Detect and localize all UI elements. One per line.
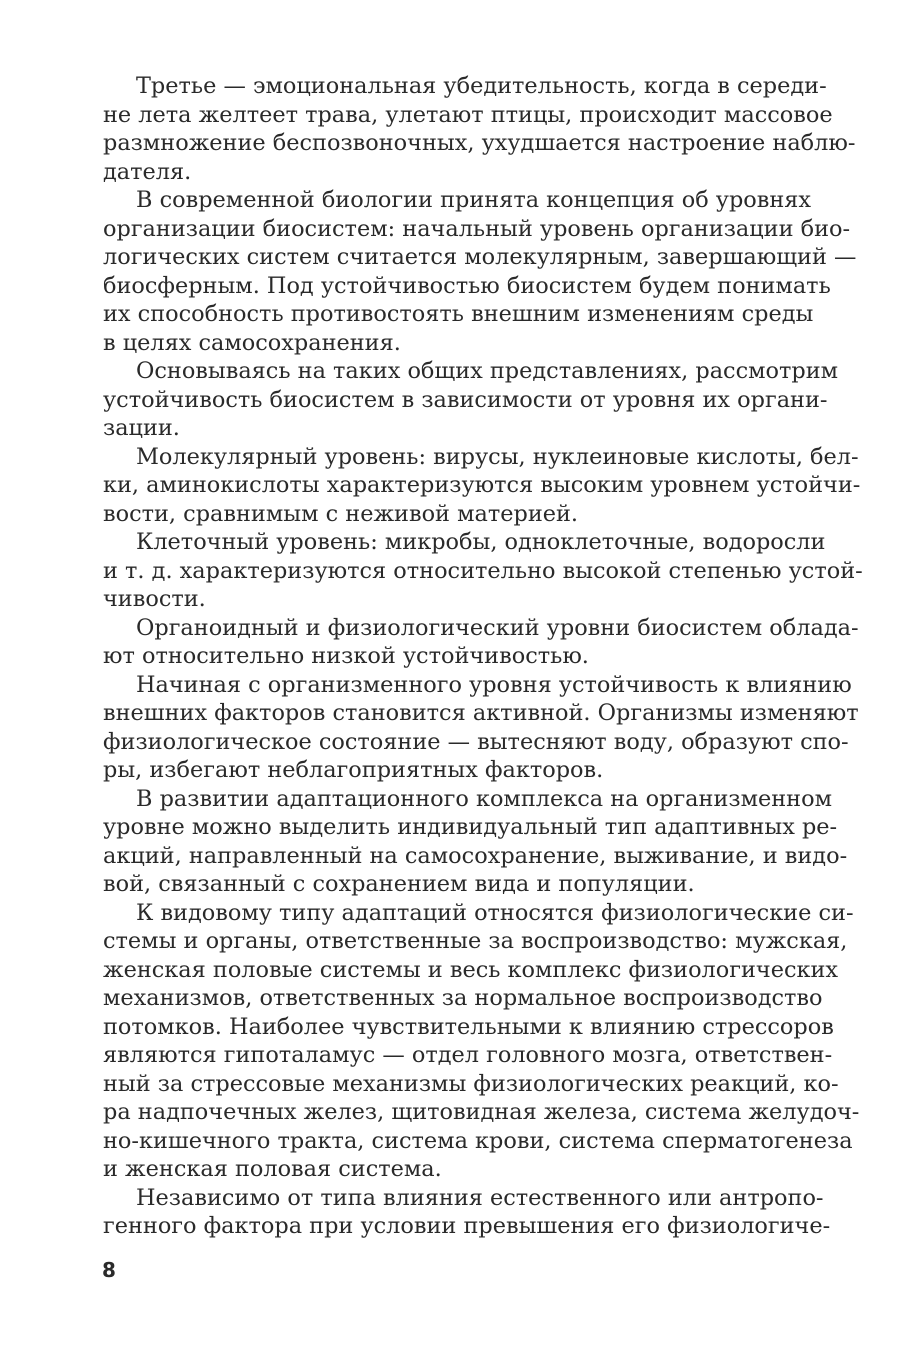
paragraph	[103, 1184, 831, 1241]
text-line: но-кишечного тракта, система крови, система сперматогенеза	[103, 1127, 853, 1154]
text-line: Начиная с организменного уровня устойчивость к влиянию	[136, 671, 852, 698]
paragraph	[103, 671, 859, 785]
text-line: акций, направленный на самосохранение, выживание, и видо-	[103, 842, 848, 869]
text-line: в целях самосохранения.	[103, 329, 401, 356]
text-line: женская половые системы и весь комплекс физиологических	[103, 956, 839, 983]
paragraph	[103, 443, 861, 529]
text-line: Основываясь на таких общих представлениях, рассмотрим	[136, 358, 839, 384]
paragraph	[103, 528, 863, 614]
text-line: генного фактора при условии превышения его физиологиче-	[103, 1213, 831, 1239]
text-line: зации.	[103, 415, 180, 441]
text-line: Клеточный уровень: микробы, одноклеточные, водоросли	[136, 529, 826, 555]
text-line: организации биосистем: начальный уровень организации био-	[103, 215, 851, 242]
paragraph	[103, 899, 860, 1184]
text-line: В современной биологии принята концепция об уровнях	[136, 187, 812, 213]
text-line: Третье — эмоциональная убедительность, когда в середи-	[136, 73, 827, 99]
page-number: 8	[102, 1258, 116, 1282]
text-line: размножение беспозвоночных, ухудшается настроение наблю-	[103, 130, 856, 156]
paragraph	[103, 357, 839, 443]
text-line: чивости.	[103, 586, 206, 612]
text-line: являются гипоталамус — отдел головного мозга, ответствен-	[103, 1042, 833, 1068]
text-line: биосферным. Под устойчивостью биосистем будем понимать	[103, 272, 831, 299]
text-line: вости, сравнимым с неживой материей.	[103, 500, 579, 527]
text-line: механизмов, ответственных за нормальное воспроизводство	[103, 985, 823, 1011]
text-line: вой, связанный с сохранением вида и популяции.	[103, 871, 695, 897]
text-line: ный за стрессовые механизмы физиологических реакций, ко-	[103, 1070, 839, 1097]
text-line: не лета желтеет трава, улетают птицы, происходит массовое	[103, 101, 833, 128]
text-line: потомков. Наиболее чувствительными к влиянию стрессоров	[103, 1013, 834, 1040]
text-line: стемы и органы, ответственные за воспроизводство: мужская,	[103, 928, 848, 954]
text-line: ки, аминокислоты характеризуются высоким уровнем устойчи-	[103, 472, 861, 498]
paragraph	[103, 186, 857, 357]
text-line: и женская половая система.	[103, 1156, 442, 1182]
text-line: внешних факторов становится активной. Организмы изменяют	[103, 700, 859, 726]
text-line: уровне можно выделить индивидуальный тип адаптивных ре-	[103, 814, 838, 840]
text-line: и т. д. характеризуются относительно высокой степенью устой-	[103, 557, 863, 584]
text-line: К видовому типу адаптаций относятся физиологические си-	[136, 899, 854, 926]
paragraph	[103, 72, 856, 186]
text-line: ра надпочечных желез, щитовидная железа, система желудоч-	[103, 1099, 860, 1125]
text-line: Молекулярный уровень: вирусы, нуклеиновые кислоты, бел-	[136, 443, 859, 470]
page-body-text	[103, 72, 863, 1241]
text-line: ют относительно низкой устойчивостью.	[103, 643, 589, 669]
paragraph	[103, 785, 848, 899]
text-line: В развитии адаптационного комплекса на организменном	[136, 785, 832, 812]
text-line: логических систем считается молекулярным, завершающий —	[103, 244, 857, 270]
text-line: Органоидный и физиологический уровни биосистем облада-	[136, 614, 859, 641]
text-line: физиологическое состояние — вытесняют воду, образуют спо-	[103, 728, 849, 755]
text-line: их способность противостоять внешним изменениям среды	[103, 301, 814, 327]
text-line: дателя.	[103, 158, 192, 185]
text-line: Независимо от типа влияния естественного или антропо-	[136, 1184, 824, 1211]
text-line: ры, избегают неблагоприятных факторов.	[103, 757, 604, 783]
text-line: устойчивость биосистем в зависимости от уровня их органи-	[103, 386, 828, 413]
paragraph	[103, 614, 859, 671]
